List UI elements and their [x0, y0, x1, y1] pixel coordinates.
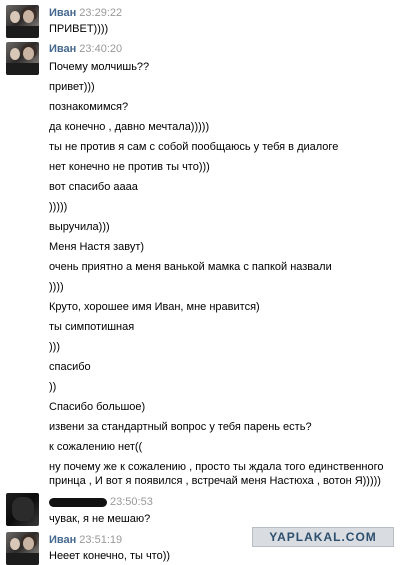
sender-avatar[interactable] — [6, 5, 39, 38]
redacted-sender-name — [49, 498, 107, 507]
message-time: 23:50:53 — [110, 496, 153, 508]
message-text: ПРИВЕТ)))) — [49, 23, 109, 35]
message-text: )) — [49, 381, 57, 393]
message-text: )))) — [49, 281, 64, 293]
message-text: Круто, хорошее имя Иван, мне нравится) — [49, 301, 260, 313]
site-watermark: YAPLAKAL.COM — [252, 527, 394, 547]
message-text: познакомимся? — [49, 101, 129, 113]
message-time: 23:51:19 — [79, 534, 123, 546]
sender-avatar[interactable] — [6, 493, 39, 526]
message-text: ))))) — [49, 201, 68, 213]
message-text: ты не против я сам с собой пообщаюсь у тебя в диалоге — [49, 141, 339, 153]
message-text: очень приятно а меня ванькой мамка с папкой назвали — [49, 261, 332, 273]
sender-name[interactable]: Иван — [49, 534, 77, 546]
message-time: 23:29:22 — [79, 7, 123, 19]
message-time: 23:40:20 — [79, 43, 123, 55]
message-text: вот спасибо аааа — [49, 181, 138, 193]
message-text: нет конечно не против ты что))) — [49, 161, 210, 173]
message-text: да конечно , давно мечтала))))) — [49, 121, 210, 133]
message-text: Нееет конечно, ты что)) — [49, 550, 171, 562]
message-text: к сожалению нет(( — [49, 441, 143, 453]
message-text: привет))) — [49, 81, 95, 93]
message-text: чувак, я не мешаю? — [49, 513, 151, 525]
message-text: выручила))) — [49, 221, 110, 233]
message-text: ))) — [49, 341, 60, 353]
message-text: Спасибо большое) — [49, 401, 146, 413]
sender-avatar[interactable] — [6, 42, 39, 75]
message-text: ну почему же к сожалению , просто ты ждала того единственного — [49, 461, 384, 473]
message-text: спасибо — [49, 361, 91, 373]
message-text: ты симпотишная — [49, 321, 135, 333]
message-text: извени за стандартный вопрос у тебя парень есть? — [49, 421, 312, 433]
message-text: Меня Настя завут) — [49, 241, 145, 253]
sender-name[interactable]: Иван — [49, 7, 77, 19]
message-text: принца , И вот я появился , встречай меня Настюха , вотон Я))))) — [49, 475, 381, 487]
sender-name[interactable]: Иван — [49, 43, 77, 55]
message-text: Почему молчишь?? — [49, 61, 150, 73]
sender-avatar[interactable] — [6, 532, 39, 565]
